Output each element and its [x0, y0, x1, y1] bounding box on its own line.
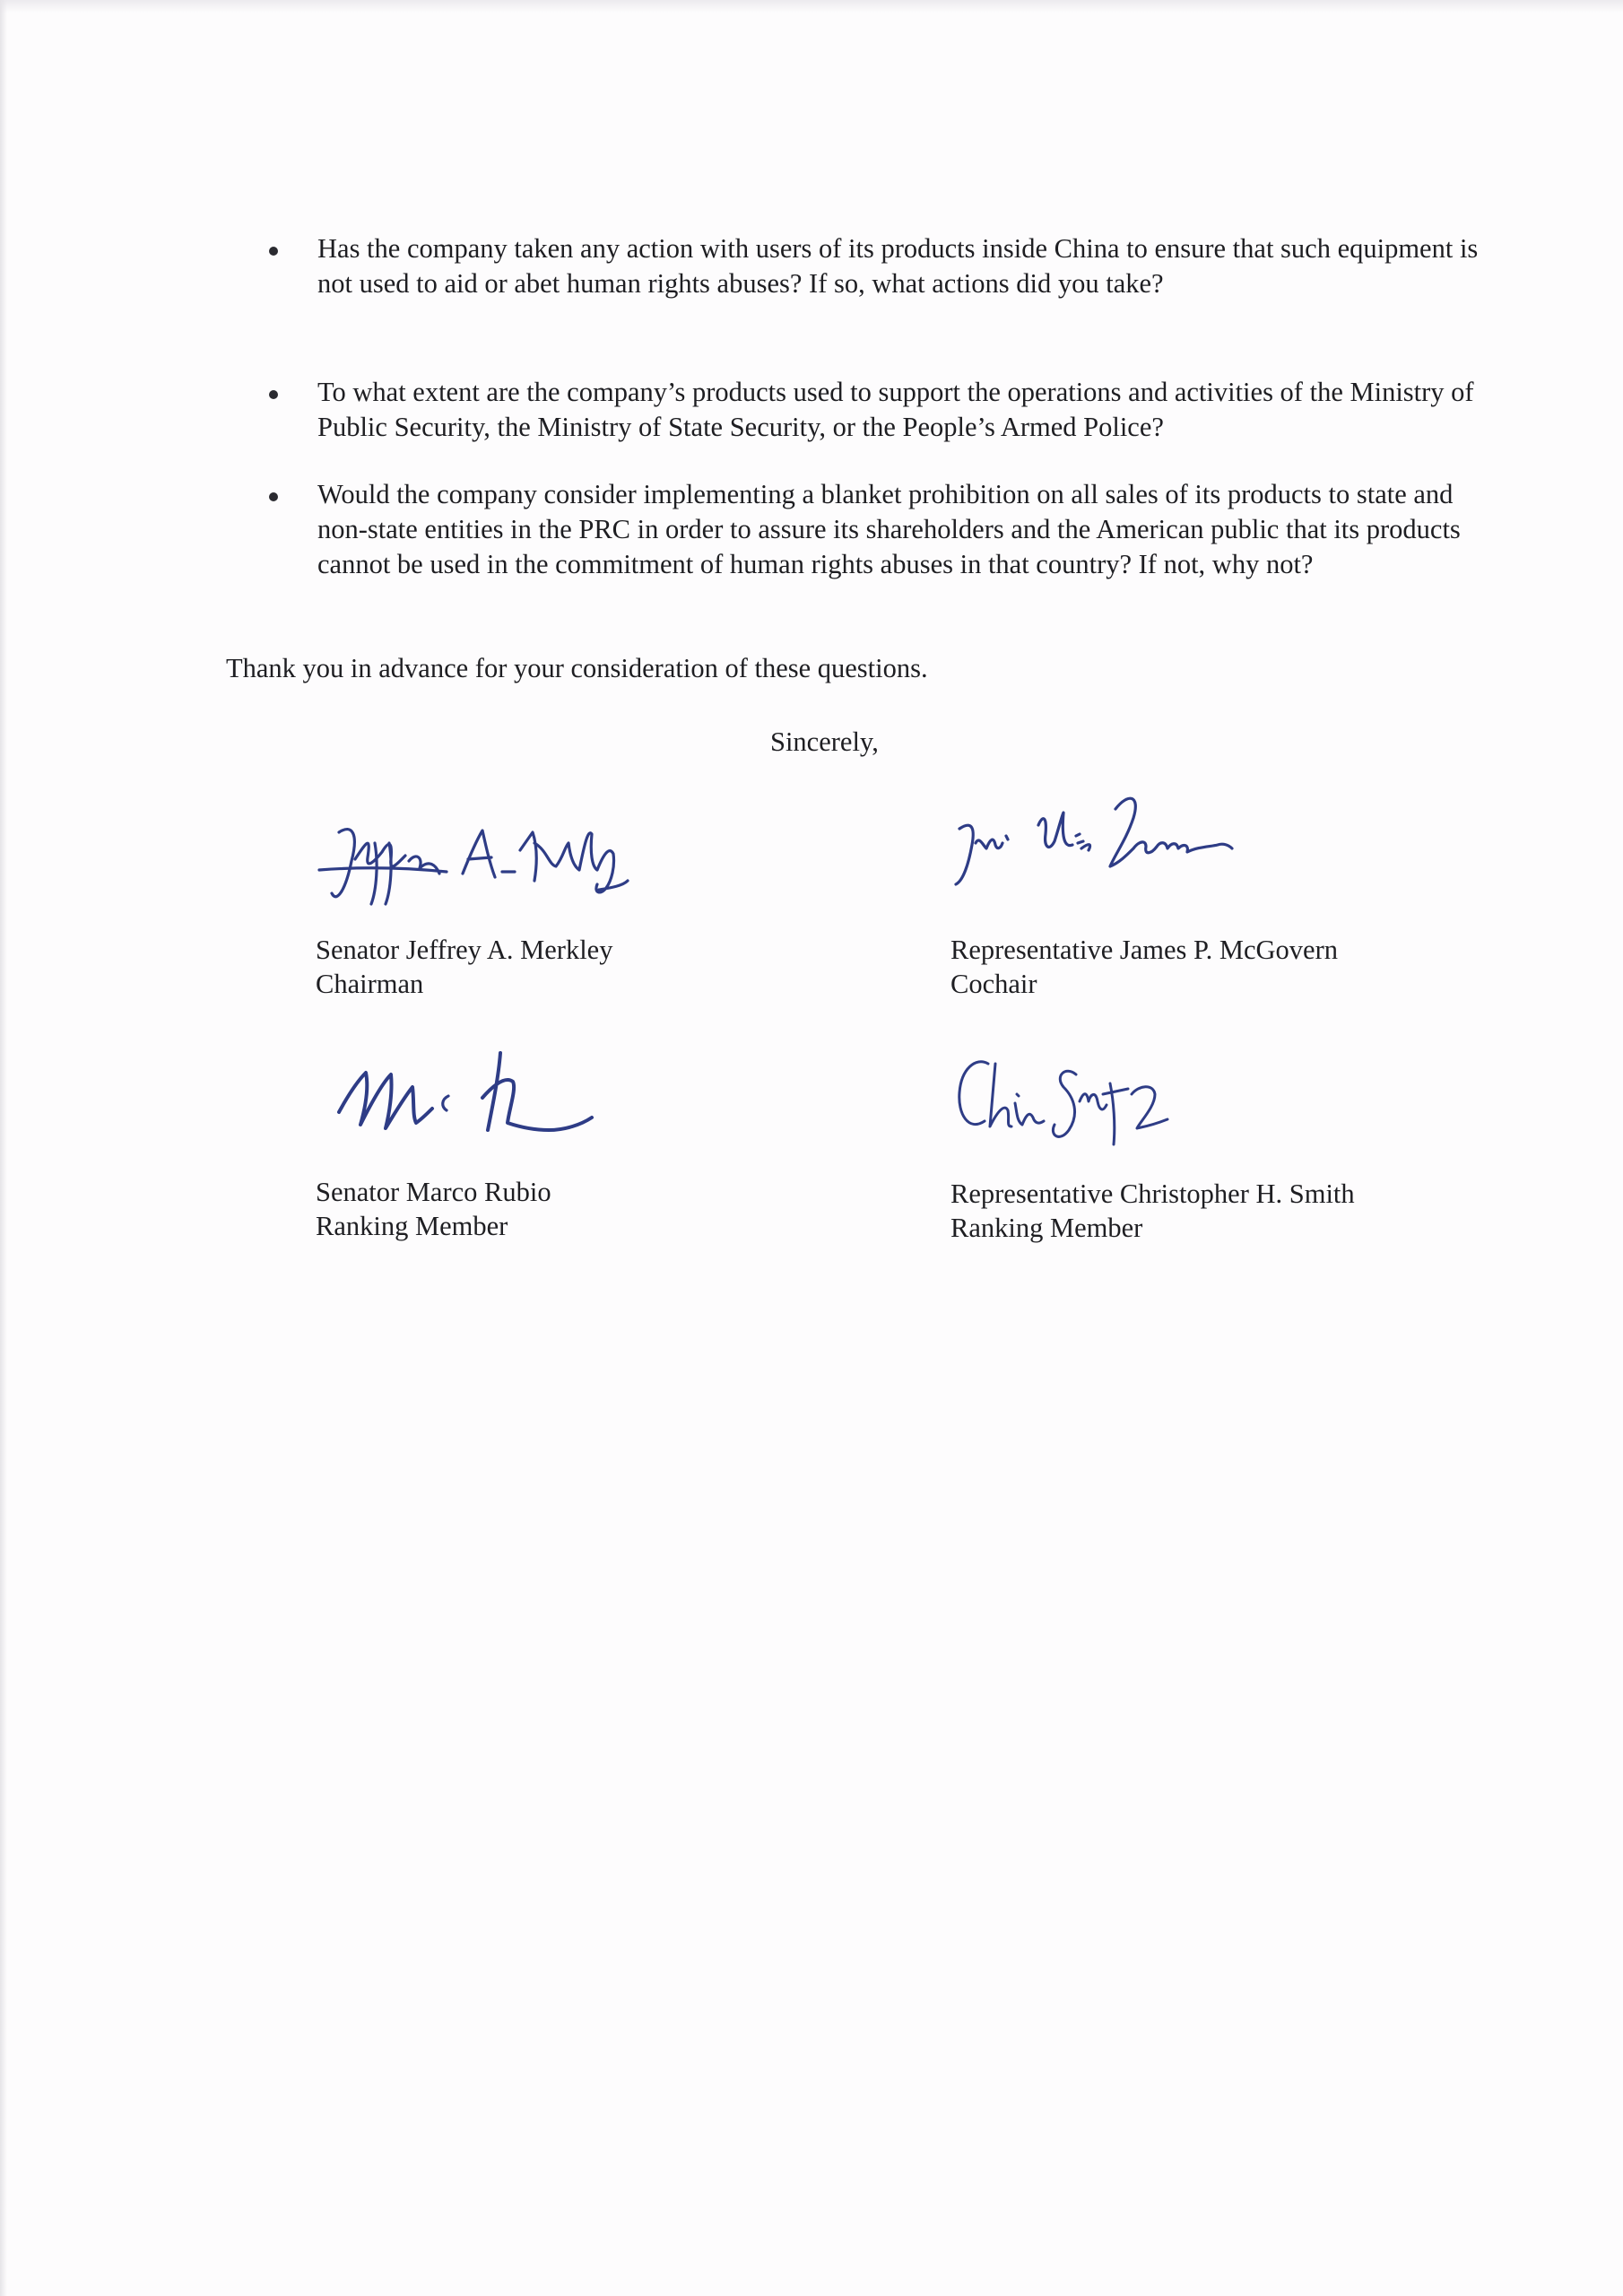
smith-signature [949, 1039, 1182, 1146]
merkley-signature [312, 807, 635, 915]
signer-name: Senator Marco Rubio [316, 1177, 551, 1207]
signer-name: Senator Jeffrey A. Merkley [316, 935, 613, 965]
signer-rubio [316, 1175, 551, 1243]
mcgovern-signature [949, 789, 1236, 897]
question-item [265, 231, 1501, 301]
scan-edge-top [0, 0, 1623, 13]
bullet-icon [269, 390, 278, 399]
scan-edge-left [0, 0, 7, 2296]
signer-name: Representative James P. McGovern [950, 935, 1338, 965]
signer-title: Ranking Member [316, 1211, 508, 1241]
bullet-icon [269, 247, 278, 256]
rubio-signature [326, 1037, 595, 1153]
signer-title: Chairman [316, 969, 424, 999]
question-text: Has the company taken any action with users of its products inside China to ensure that such equipment is not used to aid or abet human rights abuses? If so, what actions did you take? [317, 233, 1479, 299]
signer-merkley [316, 933, 612, 1001]
question-item [265, 477, 1501, 582]
signer-name: Representative Christopher H. Smith [950, 1178, 1355, 1209]
signer-title: Ranking Member [950, 1213, 1143, 1243]
question-item [265, 375, 1501, 445]
question-text: Would the company consider implementing a blanket prohibition on all sales of its products to state and non-state entities in the PRC in order to assure its shareholders and the American public that its products cannot be used in the commitment of human rights abuses in that country? If not, why not? [317, 479, 1461, 579]
signer-title: Cochair [950, 969, 1037, 999]
signer-smith [950, 1177, 1355, 1245]
thanks-paragraph: Thank you in advance for your consideration of these questions. [226, 653, 928, 683]
bullet-icon [269, 492, 278, 501]
closing-salutation: Sincerely, [770, 726, 879, 757]
question-text: To what extent are the company’s products used to support the operations and activities of the Ministry of Public Security, the Ministry of State Security, or the People’s Armed Police? [317, 377, 1474, 442]
signer-mcgovern [950, 933, 1338, 1001]
